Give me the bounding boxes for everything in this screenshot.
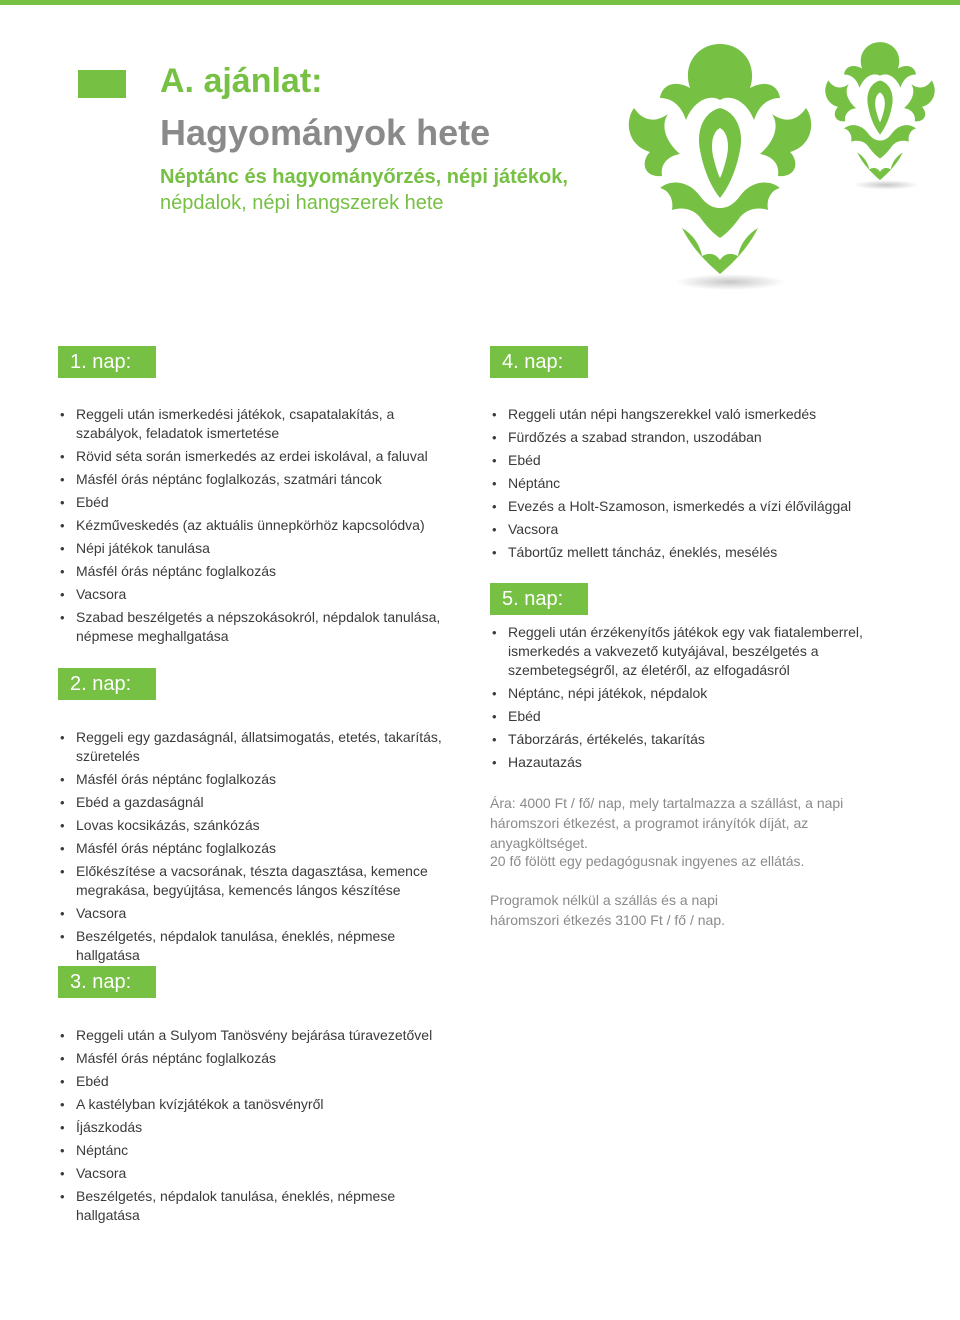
list-item: • Kézműveskedés (az aktuális ünnepkörhöz kapcsolódva) xyxy=(58,516,458,535)
day-2-label: 2. nap: xyxy=(58,668,156,700)
list-item: • Másfél órás néptánc foglalkozás xyxy=(58,770,458,789)
list-item: • Ebéd xyxy=(58,1072,458,1091)
list-item: • Reggeli után érzékenyítős játékok egy vak fiatalemberrel, ismerkedés a vakvezető kutyájával, beszélgetés a szembetegségről, az életéről, az elfogadásról xyxy=(490,623,890,680)
list-item: • Reggeli után a Sulyom Tanösvény bejárása túravezetővel xyxy=(58,1026,458,1045)
list-item: • Beszélgetés, népdalok tanulása, éneklés, népmese hallgatása xyxy=(58,927,458,965)
list-item: • Ebéd xyxy=(490,707,890,726)
list-item: • Íjászkodás xyxy=(58,1118,458,1137)
list-item: • Beszélgetés, népdalok tanulása, éneklés, népmese hallgatása xyxy=(58,1187,458,1225)
page-title: Hagyományok hete xyxy=(160,112,491,153)
list-item: • Néptánc xyxy=(490,474,910,493)
day-2-list xyxy=(58,728,458,969)
list-item: • Népi játékok tanulása xyxy=(58,539,458,558)
day-5-list xyxy=(490,623,890,776)
price-text: Ára: 4000 Ft / fő/ nap, mely tartalmazza a szállást, a napi háromszori étkezést, a programot irányítók díját, az anyagköltséget. xyxy=(490,795,844,851)
list-item: • Evezés a Holt-Szamoson, ismerkedés a vízi élővilággal xyxy=(490,497,910,516)
list-item: • Szabad beszélgetés a népszokásokról, népdalok tanulása, népmese meghallgatása xyxy=(58,608,458,646)
list-item: • Ebéd xyxy=(490,451,910,470)
subtitle-line-2: népdalok, népi hangszerek hete xyxy=(160,192,444,214)
day-4-label: 4. nap: xyxy=(490,346,588,378)
subtitle-line-1: Néptánc és hagyományőrzés, népi játékok, xyxy=(160,166,568,188)
list-item: • Vacsora xyxy=(58,904,458,923)
list-item: • Vacsora xyxy=(58,1164,458,1183)
list-item: • Előkészítése a vacsorának, tészta dagasztása, kemence megrakása, begyújtása, kemencés lángos készítése xyxy=(58,862,458,900)
list-item: • Lovas kocsikázás, szánkózás xyxy=(58,816,458,835)
list-item: • Néptánc xyxy=(58,1141,458,1160)
list-item: • Reggeli után népi hangszerekkel való ismerkedés xyxy=(490,405,910,424)
title-accent-block xyxy=(78,70,126,98)
list-item: • Hazautazás xyxy=(490,753,890,772)
list-item: • Másfél órás néptánc foglalkozás xyxy=(58,562,458,581)
list-item: • Másfél órás néptánc foglalkozás xyxy=(58,1049,458,1068)
day-1-label: 1. nap: xyxy=(58,346,156,378)
list-item: • Reggeli egy gazdaságnál, állatsimogatás, etetés, takarítás, szüretelés xyxy=(58,728,458,766)
list-item: • A kastélyban kvízjátékok a tanösvényről xyxy=(58,1095,458,1114)
list-item: • Vacsora xyxy=(58,585,458,604)
list-item: • Néptánc, népi játékok, népdalok xyxy=(490,684,890,703)
list-item: • Ebéd a gazdaságnál xyxy=(58,793,458,812)
list-item: • Táborzárás, értékelés, takarítás xyxy=(490,730,890,749)
list-item: • Fürdőzés a szabad strandon, uszodában xyxy=(490,428,910,447)
group-note-text: 20 fő fölött egy pedagógusnak ingyenes az ellátás. xyxy=(490,853,805,869)
list-item: • Másfél órás néptánc foglalkozás xyxy=(58,839,458,858)
day-1-list xyxy=(58,405,458,650)
day-5-label: 5. nap: xyxy=(490,583,588,615)
folk-ornament-small-icon xyxy=(820,38,940,198)
list-item: • Ebéd xyxy=(58,493,458,512)
folk-ornament-icon xyxy=(620,38,820,303)
day-3-label: 3. nap: xyxy=(58,966,156,998)
list-item: • Vacsora xyxy=(490,520,910,539)
list-item: • Reggeli után ismerkedési játékok, csapatalakítás, a szabályok, feladatok ismertetése xyxy=(58,405,458,443)
list-item: • Rövid séta során ismerkedés az erdei iskolával, a faluval xyxy=(58,447,458,466)
offer-title: A. ajánlat: xyxy=(160,62,323,100)
day-4-list xyxy=(490,405,910,566)
top-accent-bar xyxy=(0,0,960,5)
list-item: • Tábortűz mellett táncház, éneklés, mesélés xyxy=(490,543,910,562)
day-3-list xyxy=(58,1026,458,1229)
list-item: • Másfél órás néptánc foglalkozás, szatmári táncok xyxy=(58,470,458,489)
lodging-only-text: Programok nélkül a szállás és a napi háromszori étkezés 3100 Ft / fő / nap. xyxy=(490,892,726,928)
